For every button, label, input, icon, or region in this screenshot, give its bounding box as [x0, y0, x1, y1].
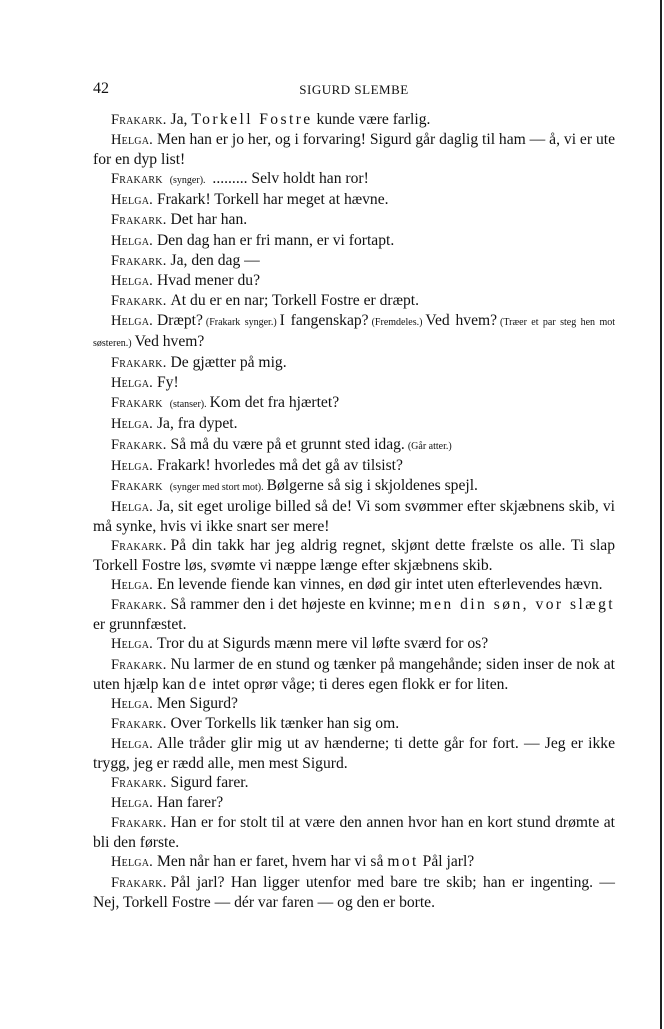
dialogue-body	[93, 110, 615, 912]
speech-text: At du er en nar; Torkell Fostre er dræpt.	[170, 291, 420, 309]
speech-text: Kom det fra hjærtet?	[209, 394, 340, 412]
speaker-name: Helga.	[111, 272, 153, 289]
speech-line	[93, 497, 615, 536]
speech-text: kunde være farlig.	[312, 111, 431, 128]
page-number: 42	[93, 80, 109, 97]
speech-line	[93, 353, 615, 373]
speech-text: Så rammer den i det højeste en kvinne;	[170, 596, 420, 614]
speech-text: Men når han er faret, hvem har vi så	[156, 853, 388, 871]
speaker-name: Helga.	[111, 232, 153, 249]
speech-text: En levende fiende kan vinnes, en død gir intet uten efterlevendes hævn.	[156, 576, 603, 594]
speech-line	[93, 291, 615, 311]
speech-line	[93, 852, 615, 872]
speaker-name: Frakark.	[111, 436, 167, 453]
speech-text: Ja, fra dypet.	[156, 415, 238, 433]
speech-text: Ja, den dag —	[170, 251, 260, 269]
speaker-name: Helga.	[111, 577, 153, 594]
speech-line	[93, 110, 615, 130]
speaker-name: Frakark.	[111, 775, 167, 792]
speaker-name: Frakark.	[111, 815, 167, 832]
speaker-name: Frakark.	[111, 212, 167, 229]
speaker-name: Frakark.	[111, 292, 167, 309]
speech-line	[93, 655, 615, 694]
speech-text: Sigurd farer.	[170, 774, 249, 792]
speech-line	[93, 456, 615, 476]
speech-line	[93, 190, 615, 210]
speech-text: Nu larmer de en stund og tænker på mangehånde; siden inser de nok at uten hjælp kan	[93, 655, 615, 693]
speech-text: Han farer?	[156, 794, 224, 812]
speech-line	[93, 311, 615, 353]
speaker-name: Frakark.	[111, 597, 167, 614]
emphasized-text: mot	[387, 853, 419, 871]
speech-line	[93, 251, 615, 271]
stage-direction: (Fremdeles.)	[371, 316, 423, 328]
speaker-name: Frakark.	[111, 537, 167, 554]
speech-line	[93, 595, 615, 634]
speech-text: Hvad mener du?	[156, 271, 261, 289]
emphasized-text: Torkell Fostre	[191, 111, 313, 128]
stage-direction: (Går atter.)	[407, 440, 452, 452]
speaker-name: Helga.	[111, 375, 153, 392]
emphasized-text: de	[188, 675, 209, 693]
speaker-name: Helga.	[111, 735, 153, 752]
speech-text: er grunnfæstet.	[93, 616, 187, 634]
speech-line	[93, 130, 615, 169]
emphasized-text: men din søn, vor slægt	[419, 596, 615, 614]
speech-line	[93, 634, 615, 654]
speaker-name: Helga.	[111, 457, 153, 474]
speech-line	[93, 793, 615, 813]
speaker-name: Helga.	[111, 312, 153, 329]
speech-text: intet oprør våge; ti deres egen flokk er for liten.	[208, 675, 509, 693]
book-title: SIGURD SLEMBE	[299, 82, 409, 97]
stage-direction: (synger).	[169, 175, 206, 187]
speech-line	[93, 813, 615, 852]
speech-line	[93, 873, 615, 912]
stage-direction: (synger med stort mot).	[169, 481, 264, 493]
speech-text: Men han er jo her, og i forvaring! Sigurd går daglig til ham — å, vi er ute for en dyp list!	[93, 131, 615, 169]
speech-line	[93, 773, 615, 793]
speech-text: Alle tråder glir mig ut av hænderne; ti dette går for fort. — Jeg er ikke trygg, jeg er rædd alle, men mest Sigurd.	[93, 734, 615, 772]
speech-line	[93, 694, 615, 714]
speaker-name: Frakark.	[111, 715, 167, 732]
speech-text: De gjætter på mig.	[170, 354, 287, 372]
speaker-name: Frakark.	[111, 252, 167, 269]
speech-line	[93, 231, 615, 251]
speech-text: Det har han.	[170, 211, 248, 229]
speaker-name: Helga.	[111, 498, 153, 515]
speaker-name: Helga.	[111, 636, 153, 653]
speaker-name: Frakark.	[111, 656, 167, 673]
speaker-name: Frakark	[111, 395, 163, 412]
speech-text: Frakark! hvorledes må det gå av tilsist?	[156, 456, 403, 474]
speech-text: Dræpt?	[156, 311, 203, 329]
speaker-name: Frakark	[111, 477, 163, 494]
speech-text: Pål jarl?	[418, 853, 475, 871]
speech-text: Ved hvem?	[134, 333, 205, 351]
speech-line	[93, 435, 615, 456]
speech-text: Fy!	[156, 374, 179, 392]
speech-line	[93, 169, 615, 190]
speech-text: Pål jarl? Han ligger utenfor med bare tre skib; han er ingenting. — Nej, Torkell Fostre — dér var faren — og den er borte.	[93, 873, 615, 911]
speech-line	[93, 536, 615, 575]
speech-text: Men Sigurd?	[156, 694, 238, 712]
book-page	[93, 80, 615, 912]
speaker-name: Helga.	[111, 416, 153, 433]
speech-text: ......... Selv holdt han ror!	[208, 170, 369, 188]
speech-text: Bølgerne så sig i skjoldenes spejl.	[266, 476, 478, 494]
speaker-name: Frakark	[111, 171, 163, 188]
speech-line	[93, 210, 615, 230]
speech-text: Han er for stolt til at være den annen hvor han en kort stund drømte at bli den første.	[93, 814, 615, 852]
speech-text: Ja, sit eget urolige billed så de! Vi som svømmer efter skjæbnens skib, vi må synke, hvis vi ikke snart ser mere!	[93, 497, 615, 535]
speech-text: Ja,	[170, 111, 192, 128]
page-edge-line	[660, 0, 662, 1029]
speech-text: På din takk har jeg aldrig regnet, skjønt dette frælste os alle. Ti slap Torkell Fostre løs, svømte vi næppe længe efter skjæbnens skib.	[93, 536, 615, 575]
speech-text: I fangenskap?	[279, 311, 369, 329]
speech-line	[93, 393, 615, 414]
speaker-name: Frakark.	[111, 112, 167, 128]
speaker-name: Frakark.	[111, 874, 167, 891]
speech-line	[93, 476, 615, 497]
stage-direction: (Frakark synger.)	[205, 316, 277, 328]
speech-text: Frakark! Torkell har meget at hævne.	[156, 191, 389, 209]
speaker-name: Helga.	[111, 192, 153, 209]
speech-line	[93, 271, 615, 291]
speech-line	[93, 414, 615, 434]
speaker-name: Helga.	[111, 132, 153, 149]
speaker-name: Helga.	[111, 695, 153, 712]
speech-text: Ved hvem?	[425, 311, 498, 329]
speech-text: Over Torkells lik tænker han sig om.	[170, 714, 400, 732]
speech-line	[93, 575, 615, 595]
running-head	[93, 80, 615, 102]
speech-text: Så må du være på et grunnt sted idag.	[170, 435, 405, 453]
speech-line	[93, 714, 615, 734]
speech-text: Den dag han er fri mann, er vi fortapt.	[156, 231, 395, 249]
stage-direction: (stanser).	[169, 399, 207, 411]
speech-text: Tror du at Sigurds mænn mere vil løfte sværd for os?	[156, 635, 489, 653]
speech-line	[93, 734, 615, 773]
speaker-name: Frakark.	[111, 355, 167, 372]
speaker-name: Helga.	[111, 795, 153, 812]
speaker-name: Helga.	[111, 854, 153, 871]
speech-line	[93, 373, 615, 393]
stage-direction: (Træer et par steg hen mot søsteren.)	[93, 316, 616, 350]
